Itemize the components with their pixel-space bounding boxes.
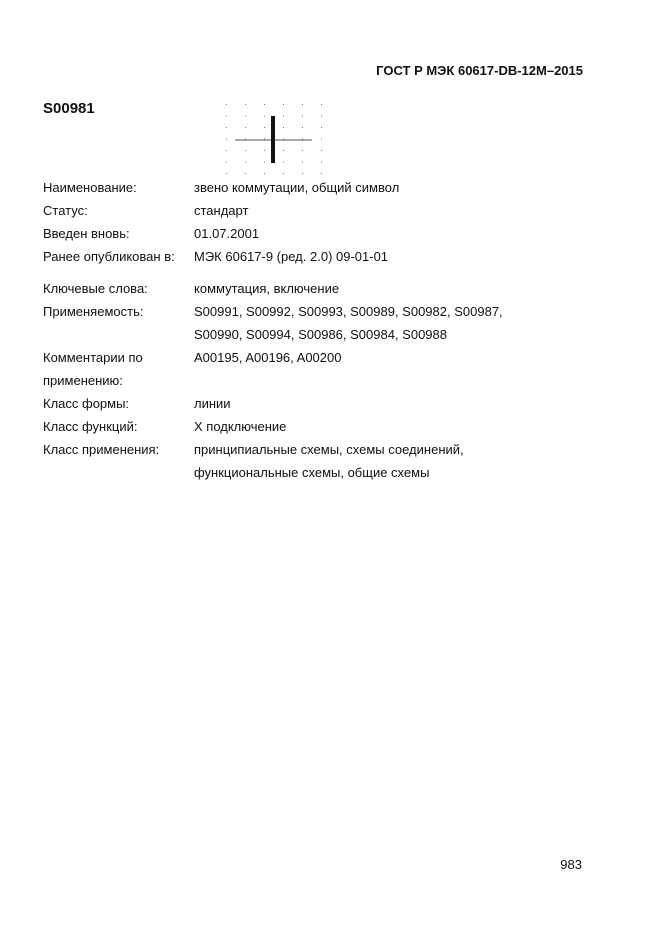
- field-previously-published-value: МЭК 60617-9 (ред. 2.0) 09-01-01: [194, 249, 389, 264]
- grid-dot: [264, 173, 265, 174]
- page-number: 983: [560, 857, 582, 872]
- field-function-class-value: X подключение: [194, 419, 287, 434]
- switching-link-symbol-icon: [220, 98, 330, 178]
- grid-dot: [302, 139, 303, 140]
- grid-dot: [321, 139, 322, 140]
- grid-dot: [226, 104, 227, 105]
- field-status-value: стандарт: [194, 203, 249, 218]
- grid-dot: [264, 139, 265, 140]
- grid-dot: [321, 162, 322, 163]
- field-name-label: Наименование:: [43, 180, 137, 195]
- grid-dot: [302, 150, 303, 151]
- grid-dot: [245, 162, 246, 163]
- grid-dot: [226, 150, 227, 151]
- grid-dot: [283, 162, 284, 163]
- field-previously-published-label: Ранее опубликован в:: [43, 249, 175, 264]
- grid-dot: [245, 150, 246, 151]
- grid-dot: [245, 116, 246, 117]
- field-application-class-value-line-2: функциональные схемы, общие схемы: [194, 465, 430, 480]
- document-header: ГОСТ Р МЭК 60617-DB-12M–2015: [376, 63, 583, 78]
- field-function-class-label: Класс функций:: [43, 419, 138, 434]
- field-list: [43, 176, 583, 484]
- grid-dot: [302, 127, 303, 128]
- field-application-comments-label: Комментарии по применению:: [43, 350, 143, 388]
- field-function-class: [43, 415, 583, 438]
- field-application-class-value-line-1: принципиальные схемы, схемы соединений,: [194, 442, 464, 457]
- grid-dot: [226, 116, 227, 117]
- grid-dot: [321, 116, 322, 117]
- symbol-code: S00981: [43, 100, 95, 117]
- field-keywords-label: Ключевые слова:: [43, 281, 148, 296]
- field-shape-class-label: Класс формы:: [43, 396, 130, 411]
- field-applicability-value-line-1: S00991, S00992, S00993, S00989, S00982, S00987,: [194, 304, 503, 319]
- grid-dot: [226, 127, 227, 128]
- grid-dot: [264, 116, 265, 117]
- grid-dot: [264, 162, 265, 163]
- field-previously-published: [43, 245, 583, 268]
- grid-dot: [264, 150, 265, 151]
- grid-dot: [302, 162, 303, 163]
- field-keywords: [43, 277, 583, 300]
- field-introduced-value: 01.07.2001: [194, 226, 260, 241]
- field-application-class-label: Класс применения:: [43, 442, 160, 457]
- field-name-value: звено коммутации, общий символ: [194, 180, 400, 195]
- grid-dot: [321, 104, 322, 105]
- grid-dot: [321, 173, 322, 174]
- field-shape-class: [43, 392, 583, 415]
- grid-dot: [321, 127, 322, 128]
- grid-dot: [321, 150, 322, 151]
- grid-dot: [226, 162, 227, 163]
- field-status: [43, 199, 583, 222]
- field-shape-class-value: линии: [194, 396, 231, 411]
- field-introduced: [43, 222, 583, 245]
- field-name: [43, 176, 583, 199]
- field-applicability-value-line-2: S00990, S00994, S00986, S00984, S00988: [194, 327, 447, 342]
- grid-dot: [245, 173, 246, 174]
- grid-dot: [302, 116, 303, 117]
- grid-dot: [302, 173, 303, 174]
- grid-dot: [283, 173, 284, 174]
- symbol-vertical-bar: [271, 116, 275, 163]
- grid-dot: [283, 127, 284, 128]
- field-application-class: [43, 438, 583, 484]
- grid-dot: [283, 139, 284, 140]
- field-application-comments: [43, 346, 583, 392]
- grid-dot: [226, 173, 227, 174]
- field-status-label: Статус:: [43, 203, 88, 218]
- field-applicability-label: Применяемость:: [43, 304, 144, 319]
- grid-dot: [264, 104, 265, 105]
- field-introduced-label: Введен вновь:: [43, 226, 130, 241]
- grid-dot: [283, 150, 284, 151]
- grid-dot: [245, 104, 246, 105]
- grid-dot: [264, 127, 265, 128]
- grid-dot: [245, 139, 246, 140]
- grid-dot: [245, 127, 246, 128]
- field-applicability: [43, 300, 583, 346]
- field-keywords-value: коммутация, включение: [194, 281, 340, 296]
- field-application-comments-value: A00195, A00196, A00200: [194, 350, 342, 365]
- grid-dot: [283, 116, 284, 117]
- grid-dot: [283, 104, 284, 105]
- grid-dot: [302, 104, 303, 105]
- grid-dot: [226, 139, 227, 140]
